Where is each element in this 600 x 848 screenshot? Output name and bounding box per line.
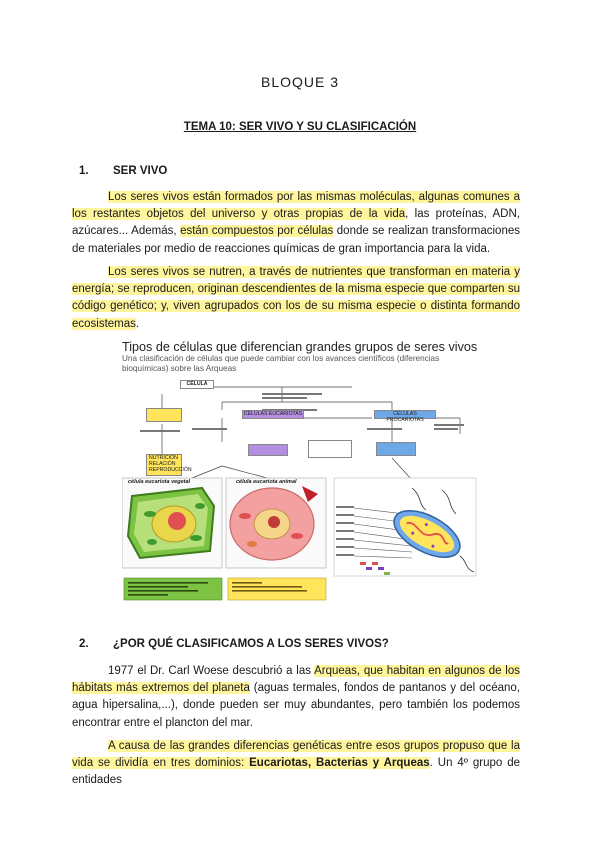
- section-number: 2.: [79, 638, 89, 650]
- document-title: BLOQUE 3: [260, 74, 340, 90]
- paragraph-1: [72, 189, 520, 258]
- domains-text: Eucariotas, Bacterias y Arqueas: [249, 757, 430, 770]
- organisms-box: [308, 440, 352, 458]
- highlighted-text: Arqueas, que habitan en algunos de los hábitats más extremos del planeta: [72, 665, 520, 695]
- prokaryote-note-box: [376, 442, 416, 456]
- section-number: 1.: [79, 165, 89, 177]
- section-1-heading: [79, 165, 167, 177]
- functions-box: [146, 454, 192, 476]
- text: (aguas termales, fondos de pantanos y del océano, agua hipersalina,...), donde pueden ser muy abundantes, pero también los podemos encontrar entre el plancton del mar.: [72, 682, 520, 729]
- text: . Un 4º grupo de entidades: [72, 757, 520, 787]
- highlighted-text: Los seres vivos se nutren, a través de nutrientes que transforman en materia y energía; se reproducen, originan descendientes de la misma especie que comparten su código genético; y, viven agrupados con los de su misma especie o distinta formando ecosistemas: [72, 266, 520, 330]
- cell-types-figure: [122, 340, 478, 604]
- topic-title: TEMA 10: SER VIVO Y SU CLASIFICACIÓN: [183, 121, 417, 133]
- function-item: RELACIÓN: [149, 461, 176, 467]
- figure-subtitle: Una clasificación de células que puede cambiar con los avances científicos (diferencias bioquímicas) sobre las Arqueas: [122, 354, 440, 373]
- animal-cell-label: célula eucariota animal: [236, 479, 297, 485]
- figure-title: Tipos de células que diferencian grandes grupos de seres vivos: [122, 340, 478, 354]
- text: , las proteínas, ADN, azúcares... Además,: [72, 208, 520, 238]
- text: .: [135, 317, 140, 330]
- plant-caption-box: [124, 578, 222, 600]
- section-2-heading: [79, 638, 389, 650]
- section-title: ¿POR QUÉ CLASIFICAMOS A LOS SERES VIVOS?: [113, 638, 389, 650]
- living-units-box: [146, 408, 182, 422]
- section-title: SER VIVO: [113, 165, 168, 177]
- plant-cell-label: célula eucariota vegetal: [128, 479, 191, 485]
- paragraph-3: [72, 663, 520, 732]
- function-item: REPRODUCCIÓN: [149, 467, 192, 473]
- text: 1977 el Dr. Carl Woese descubrió a las: [108, 665, 315, 677]
- cell-diagram: [122, 366, 478, 606]
- paragraph-2: [72, 264, 520, 333]
- animal-caption-box: [228, 578, 326, 600]
- highlighted-text: Los seres vivos están formados por las mismas moléculas, algunas comunes a los restantes objetos del universo y otras propias de la vida: [72, 191, 520, 221]
- eukaryote-box: CÉLULAS EUCARIOTAS: [243, 411, 303, 417]
- text: donde se realizan transformaciones de materiales por medio de reacciones químicas de gran importancia para la vida.: [72, 225, 520, 255]
- eukaryote-note-box: [248, 444, 288, 456]
- highlighted-text: están compuestos por células: [180, 225, 334, 238]
- function-item: NUTRICIÓN: [149, 455, 178, 461]
- prokaryote-box: CÉLULAS PROCARIOTAS: [374, 410, 436, 419]
- paragraph-4: [72, 738, 520, 790]
- cell-box: CÉLULA: [180, 380, 214, 389]
- highlighted-text: A causa de las grandes diferencias genéticas entre esos grupos propuso que la vida se dividía en tres dominios:: [72, 740, 520, 770]
